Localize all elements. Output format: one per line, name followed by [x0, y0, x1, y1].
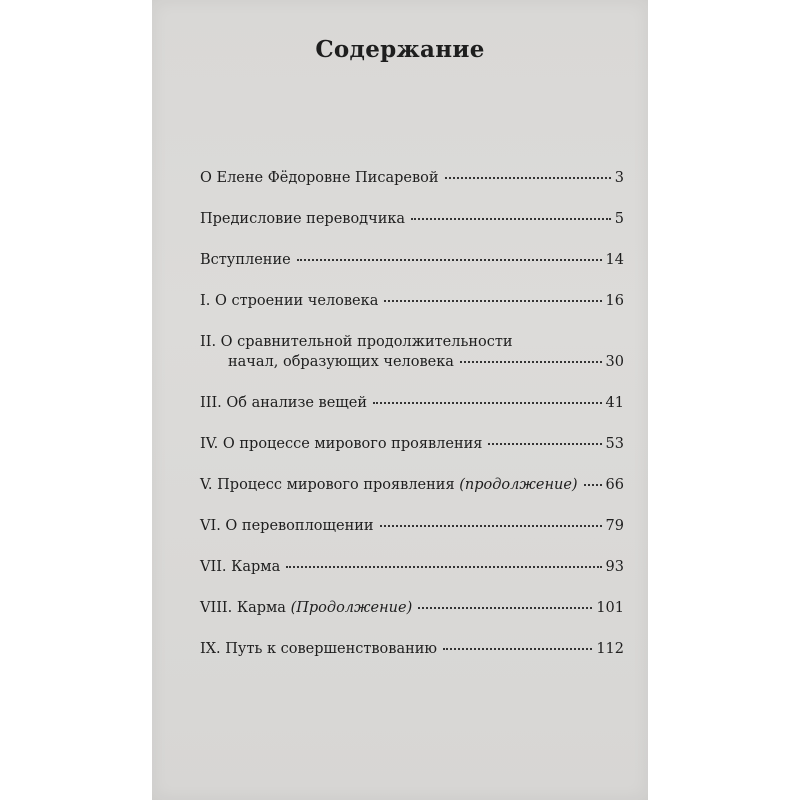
dot-leader	[418, 607, 592, 609]
toc-page-number: 30	[605, 354, 624, 370]
toc-entry	[200, 250, 624, 270]
toc-page-number: 5	[614, 211, 624, 227]
dot-leader	[297, 259, 602, 261]
toc-page-number: 53	[605, 436, 624, 452]
toc-entry	[200, 209, 624, 229]
toc-entry	[200, 332, 624, 372]
toc-entry-label	[200, 475, 578, 495]
dot-leader	[443, 648, 592, 650]
toc-entry-label: Предисловие переводчика	[200, 211, 406, 227]
toc-page-number: 3	[614, 170, 624, 186]
toc-entry-label: III. Об анализе вещей	[200, 395, 368, 411]
dot-leader	[460, 361, 602, 363]
toc-entry	[200, 168, 624, 188]
dot-leader	[584, 484, 602, 486]
toc-entry-label: I. О строении человека	[200, 293, 379, 309]
toc-page-number: 41	[605, 395, 624, 411]
toc-entry-label: VII. Карма	[200, 559, 281, 575]
dot-leader	[384, 300, 601, 302]
toc-page-number: 66	[605, 477, 624, 493]
toc-page-number: 16	[605, 293, 624, 309]
dot-leader	[488, 443, 601, 445]
toc-entry-label: начал, образующих человека	[228, 354, 454, 370]
toc-page-number: 14	[605, 252, 624, 268]
toc-entry-label: О Елене Фёдоровне Писаревой	[200, 170, 439, 186]
dot-leader	[411, 218, 611, 220]
toc-entry	[200, 291, 624, 311]
page-title: Содержание	[315, 36, 485, 63]
toc-entry	[200, 598, 624, 618]
toc-entry-label: VI. О перевоплощении	[200, 518, 374, 534]
toc-entry-label	[200, 598, 412, 618]
toc-page-number: 101	[596, 600, 624, 616]
toc-page-number: 93	[605, 559, 624, 575]
dot-leader	[445, 177, 611, 179]
book-page	[152, 0, 648, 800]
toc-entry-title: VIII. Карма	[200, 600, 286, 616]
toc-entry-subtitle: (продолжение)	[459, 477, 578, 493]
toc-entry	[200, 393, 624, 413]
toc-entry	[200, 639, 624, 659]
toc-entry	[200, 516, 624, 536]
toc-entry	[200, 557, 624, 577]
toc-entry-label: IX. Путь к совершенствованию	[200, 641, 438, 657]
dot-leader	[286, 566, 601, 568]
dot-leader	[373, 402, 602, 404]
toc-page-number: 112	[596, 641, 624, 657]
toc-entry	[200, 475, 624, 495]
toc-page-number: 79	[605, 518, 624, 534]
toc-entry-label: Вступление	[200, 252, 291, 268]
table-of-contents	[200, 168, 624, 680]
toc-entry	[200, 434, 624, 454]
toc-entry-label: II. О сравнительной продолжительности	[200, 334, 513, 350]
toc-entry-label: IV. О процессе мирового проявления	[200, 436, 483, 452]
toc-entry-title: V. Процесс мирового проявления	[200, 477, 455, 493]
dot-leader	[380, 525, 602, 527]
toc-entry-subtitle: (Продолжение)	[290, 600, 413, 616]
toc-entry-continuation	[200, 352, 624, 372]
